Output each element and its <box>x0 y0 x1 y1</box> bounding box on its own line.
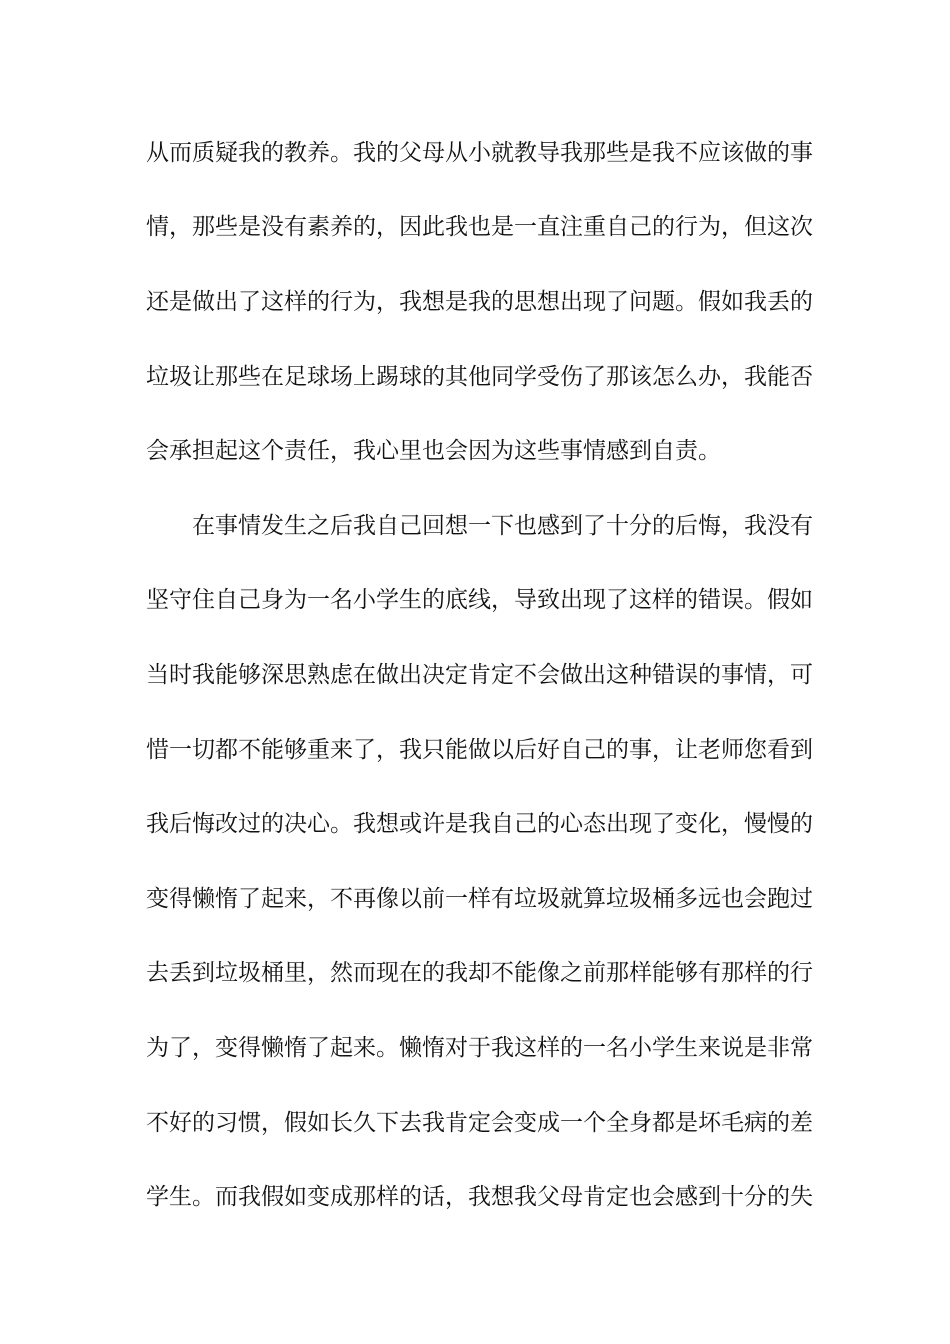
text-line-1: 从而质疑我的教养。我的父母从小就教导我那些是我不应该做的事 <box>146 140 813 166</box>
text-line-5: 会承担起这个责任，我心里也会因为这些事情感到自责。 <box>146 438 721 464</box>
text-line-12: 去丢到垃圾桶里，然而现在的我却不能像之前那样能够有那样的行 <box>146 960 813 986</box>
text-line-8: 当时我能够深思熟虑在做出决定肯定不会做出这种错误的事情，可 <box>146 662 813 688</box>
text-line-10: 我后悔改过的决心。我想或许是我自己的心态出现了变化，慢慢的 <box>146 811 813 837</box>
text-line-15: 学生。而我假如变成那样的话，我想我父母肯定也会感到十分的失 <box>146 1184 813 1210</box>
text-line-14: 不好的习惯，假如长久下去我肯定会变成一个全身都是坏毛病的差 <box>146 1110 813 1136</box>
text-line-3: 还是做出了这样的行为，我想是我的思想出现了问题。假如我丢的 <box>146 289 813 315</box>
text-line-9: 惜一切都不能够重来了，我只能做以后好自己的事，让老师您看到 <box>146 737 813 763</box>
text-line-11: 变得懒惰了起来，不再像以前一样有垃圾就算垃圾桶多远也会跑过 <box>146 886 813 912</box>
text-line-6: 在事情发生之后我自己回想一下也感到了十分的后悔，我没有 <box>192 513 813 539</box>
text-line-4: 垃圾让那些在足球场上踢球的其他同学受伤了那该怎么办，我能否 <box>146 364 813 390</box>
text-line-7: 坚守住自己身为一名小学生的底线，导致出现了这样的错误。假如 <box>146 587 813 613</box>
text-line-2: 情，那些是没有素养的，因此我也是一直注重自己的行为，但这次 <box>146 214 813 240</box>
text-line-13: 为了，变得懒惰了起来。懒惰对于我这样的一名小学生来说是非常 <box>146 1035 813 1061</box>
